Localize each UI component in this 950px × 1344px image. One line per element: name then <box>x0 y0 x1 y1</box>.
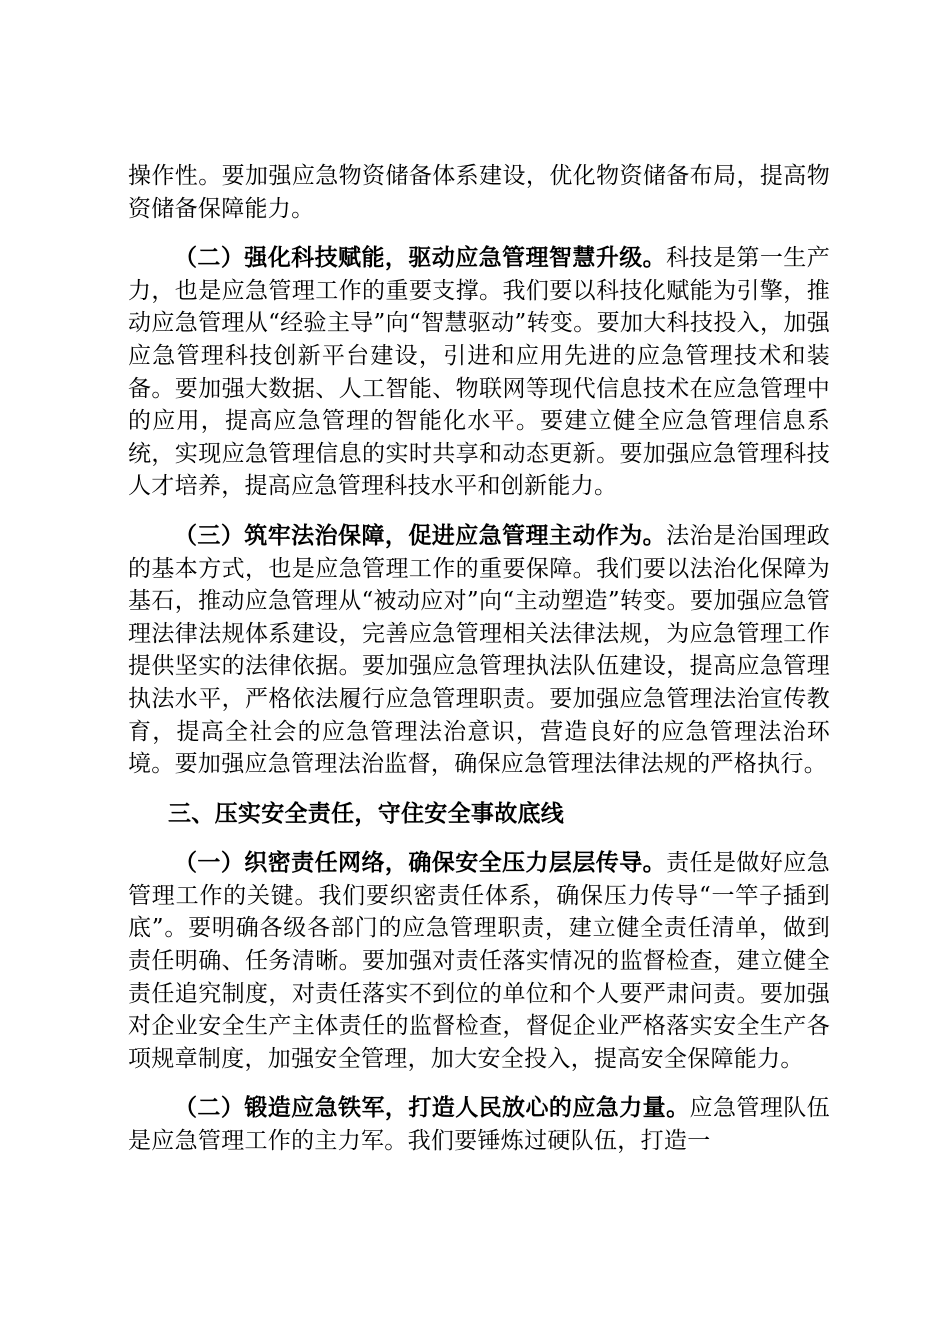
paragraph-emergency-force <box>128 1092 830 1157</box>
paragraph-text: 责任是做好应急管理工作的关键。我们要织密责任体系，确保压力传导“一竿子插到底”。要明确各级各部门的应急管理职责，建立健全责任清单，做到责任明确、任务清晰。要加强对责任落实情况的监督检查，建立健全责任追究制度，对责任落实不到位的单位和个人要严肃问责。要加强对企业安全生产主体责任的监督检查，督促企业严格落实安全生产各项规章制度，加强安全管理，加大安全投入，提高安全保障能力。 <box>128 850 830 1072</box>
paragraph-lead-heading: （二）锻造应急铁军，打造人民放心的应急力量。 <box>174 1094 690 1122</box>
paragraph-lead-heading: （一）织密责任网络，确保安全压力层层传导。 <box>174 849 667 877</box>
paragraph-text: 科技是第一生产力，也是应急管理工作的重要支撑。我们要以科技化赋能为引擎，推动应急管理从“经验主导”向“智慧驱动”转变。要加大科技投入，加强应急管理科技创新平台建设，引进和应用先进的应急管理技术和装备。要加强大数据、人工智能、物联网等现代信息技术在应急管理中的应用，提高应急管理的智能化水平。要建立健全应急管理信息系统，实现应急管理信息的实时共享和动态更新。要加强应急管理科技人才培养，提高应急管理科技水平和创新能力。 <box>128 245 830 500</box>
paragraph-text: 操作性。要加强应急物资储备体系建设，优化物资储备布局，提高物资储备保障能力。 <box>128 163 830 222</box>
paragraph-text: 法治是治国理政的基本方式，也是应急管理工作的重要保障。我们要以法治化保障为基石，推动应急管理从“被动应对”向“主动塑造”转变。要加强应急管理法律法规体系建设，完善应急管理相关法律法规，为应急管理工作提供坚实的法律依据。要加强应急管理执法队伍建设，提高应急管理执法水平，严格依法履行应急管理职责。要加强应急管理法治宣传教育，提高全社会的应急管理法治意识，营造良好的应急管理法治环境。要加强应急管理法治监督，确保应急管理法律法规的严格执行。 <box>128 522 830 778</box>
paragraph-lead-heading: （三）筑牢法治保障，促进应急管理主动作为。 <box>174 521 667 549</box>
paragraph-lead-heading: （二）强化科技赋能，驱动应急管理智慧升级。 <box>174 244 667 272</box>
paragraph-text: 应急管理队伍是应急管理工作的主力军。我们要锤炼过硬队伍，打造一 <box>128 1095 830 1155</box>
paragraph-continued <box>128 160 830 225</box>
section-heading: 三、压实安全责任，守住安全事故底线 <box>168 799 565 827</box>
paragraph-rule-of-law <box>128 520 830 781</box>
paragraph-tech-empowerment <box>128 242 830 503</box>
document-body <box>128 160 830 1175</box>
paragraph-responsibility-network <box>128 847 830 1075</box>
